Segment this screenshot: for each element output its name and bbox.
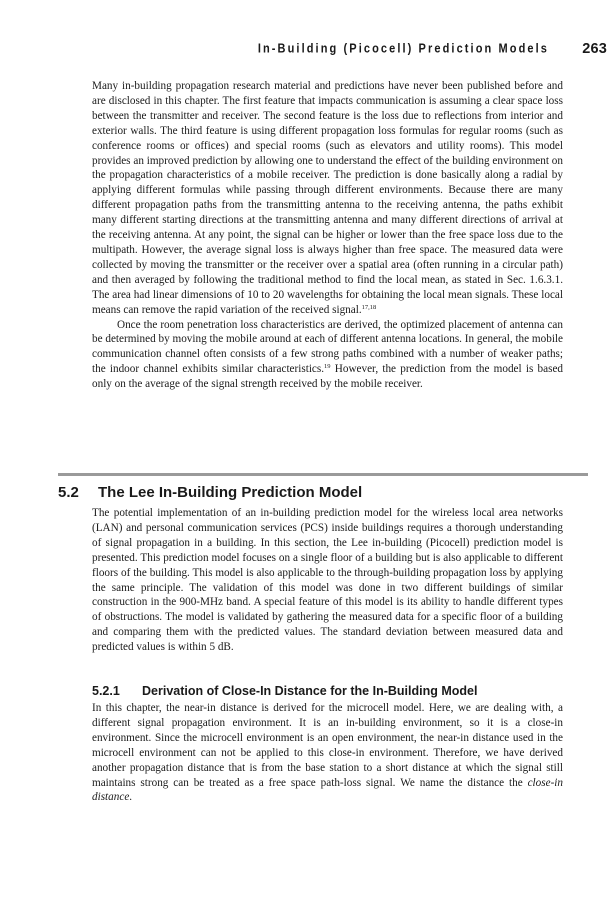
citation-superscript: 19: [324, 363, 331, 371]
intro-text-block: [92, 79, 563, 392]
section-number: 5.2: [58, 484, 79, 501]
subsection-heading: [92, 683, 563, 699]
section-heading: [58, 484, 578, 502]
subsection-number: 5.2.1: [92, 684, 120, 698]
running-head: [0, 41, 613, 64]
citation-superscript: 17,18: [361, 303, 377, 311]
intro-paragraph-2: Once the room penetration loss characteristics are derived, the optimized placement of antenna can be determined by moving the mobile around at each of different antenna locations. In general, the mobile communication channel often consists of a few strong paths combined with a number of weaker paths; the indoor channel exhibits similar characteristics.$^{19}$ However, the prediction from the model is based only on the average of the signal strength received by the mobile receiver.: [92, 318, 564, 391]
page-number: 263: [582, 41, 607, 57]
running-head-title: In-Building (Picocell) Prediction Models: [257, 42, 549, 56]
subsection-title: Derivation of Close-In Distance for the In-Building Model: [142, 684, 478, 698]
section-paragraph: The potential implementation of an in-building prediction model for the wireless local area networks (LAN) and personal communication services (PCS) inside buildings requires a thorough understanding of signal propagation in a building. In this section, the Lee in-building (Picocell) prediction model is presented. This prediction model focuses on a single floor of a building but is also applicable to different floors of the building. This model is also applicable to the through-building propagation loss by applying the same principle. The validation of this model was done in two different buildings of similar construction in the 900-MHz band. A special feature of this model is its ability to handle different types of obstructions. The model is validated by gathering the measured data for a specific floor of a building and comparing them with the predicted values. The standard deviation between measured data and predicted values is within 5 dB.: [92, 507, 563, 654]
section-divider-rule: [58, 473, 588, 476]
section-title: The Lee In-Building Prediction Model: [98, 484, 363, 501]
subsection-paragraph: In this chapter, the near-in distance is derived for the microcell model. Here, we are dealing with, a different signal propagation environment. It is an in-building environment, so it is a close-in environment. Since the microcell environment is an open environment, the near-in distance used in the microcell environment can not be applied to this close-in environment. Therefore, we have derived another propagation distance that is from the base station to a short distance at which the signal still maintains strong can be treated as a free space path-loss signal. We name the distance the close-in distance.: [92, 702, 563, 804]
intro-paragraph-1: Many in-building propagation research material and predictions have never been published before and are disclosed in this chapter. The first feature that impacts communication is assuming a clear space loss between the transmitter and receiver. The second feature is the loss due to reflections from interior and exterior walls. The third feature is using different propagation loss formulas for regular rooms (such as conference rooms or offices) and special rooms (such as elevators and utility rooms). This model provides an improved prediction by allowing one to understand the effect of the building environment on the propagation characteristics of a mobile receiver. The prediction is done basically along a radial by applying different formulas while passing through different environments. Because there are many different propagation paths from the transmitting antenna to the receiving antenna, the paths exhibit many different starting directions at the transmitting antenna and many different directions of arrival at the receiving antenna. At any point, the signal can be higher or lower than the free space loss due to the multipath. However, the average signal loss is always higher than free space. The measured data were collected by moving the transmitter or the receiver over a spatial area (often running in a circular path) and then averaged by following the traditional method to find the local mean, as stated in Sec. 1.6.3.1. The area had linear dimensions of 10 to 20 wavelengths for obtaining the local mean signals. These local means can remove the rapid variation of the received signal.$^{17,18}$: [92, 80, 563, 316]
section-body: [92, 506, 563, 655]
subsection-body: [92, 701, 563, 805]
defined-term: close-in distance: [92, 776, 563, 804]
